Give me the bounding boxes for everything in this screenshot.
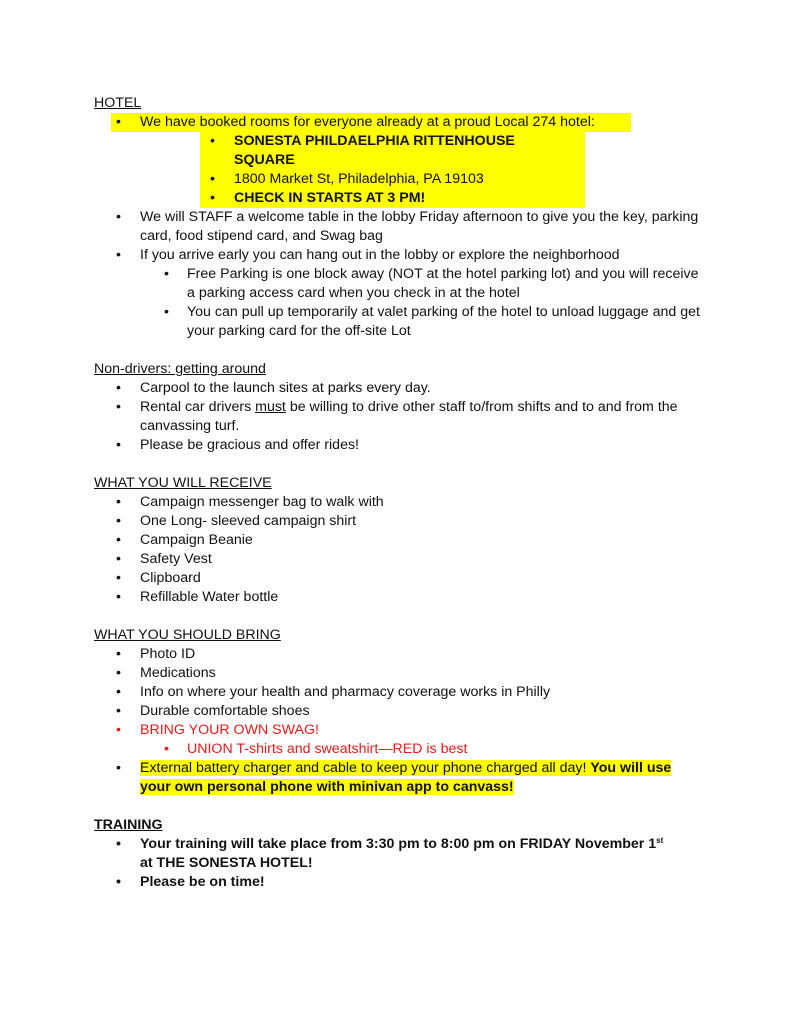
hotel-booked-item: [94, 113, 796, 132]
rental-must-text: must: [255, 399, 286, 415]
hotel-list: [94, 113, 796, 341]
training-section: [94, 816, 796, 892]
bring-item: • Info on where your health and pharmacy coverage works in Philly: [94, 683, 700, 702]
bring-section: [94, 626, 796, 797]
training-ontime-item: • Please be on time!: [94, 873, 700, 892]
training-time-text: Your training will take place from 3:30 pm to 8:00 pm on FRIDAY November 1: [140, 836, 657, 852]
hotel-staff-item: • We will STAFF a welcome table in the lobby Friday afternoon to give you the key, parking card, food stipend card, and Swag bag: [94, 208, 700, 246]
hotel-name-item: [94, 132, 796, 170]
receive-item: • Campaign Beanie: [94, 531, 700, 550]
bullet: •: [210, 190, 215, 206]
hotel-name-text: SONESTA PHILDAELPHIA RITTENHOUSE SQUARE: [234, 133, 515, 168]
receive-item: • Clipboard: [94, 569, 700, 588]
nondrivers-list: [94, 379, 796, 455]
bring-union-item: • UNION T-shirts and sweatshirt—RED is best: [94, 740, 700, 759]
gracious-item: • Please be gracious and offer rides!: [94, 436, 700, 455]
rental-text-before: Rental car drivers: [140, 399, 256, 415]
receive-list: [94, 493, 796, 607]
training-heading: TRAINING: [94, 817, 163, 833]
bring-item: • Photo ID: [94, 645, 700, 664]
hotel-valet-item: • You can pull up temporarily at valet parking of the hotel to unload luggage and get your parking card for the off-site Lot: [94, 303, 700, 341]
bring-battery-item: [94, 759, 700, 797]
nondrivers-section: [94, 360, 796, 455]
bring-item: • Medications: [94, 664, 700, 683]
bullet: •: [210, 171, 215, 187]
hotel-section: [94, 94, 796, 341]
receive-item: • One Long- sleeved campaign shirt: [94, 512, 700, 531]
hotel-early-item: • If you arrive early you can hang out in the lobby or explore the neighborhood: [94, 246, 700, 265]
nondrivers-heading: Non-drivers: getting around: [94, 361, 266, 377]
bring-heading: WHAT YOU SHOULD BRING: [94, 627, 281, 643]
bullet: •: [116, 114, 121, 130]
hotel-checkin-item: [94, 189, 796, 208]
hotel-checkin-text: CHECK IN STARTS AT 3 PM!: [234, 190, 426, 206]
rental-text-after: be willing to drive other staff to/from shifts and to and from the canvassing turf.: [140, 399, 678, 434]
hotel-booked-highlight: [111, 113, 631, 132]
rental-item: [94, 398, 700, 436]
hotel-parking-item: • Free Parking is one block away (NOT at the hotel parking lot) and you will receive a parking access card when you check in at the hotel: [94, 265, 700, 303]
bring-list: [94, 645, 796, 797]
bring-swag-item: • BRING YOUR OWN SWAG!: [94, 721, 700, 740]
bring-item: • Durable comfortable shoes: [94, 702, 700, 721]
receive-item: • Campaign messenger bag to walk with: [94, 493, 700, 512]
hotel-address-text: 1800 Market St, Philadelphia, PA 19103: [234, 171, 484, 187]
hotel-address-item: [94, 170, 796, 189]
battery-plain-text: External battery charger and cable to keep your phone charged all day!: [140, 760, 591, 776]
receive-item: • Refillable Water bottle: [94, 588, 700, 607]
training-time-item: [94, 835, 700, 873]
training-list: [94, 835, 796, 892]
carpool-item: • Carpool to the launch sites at parks every day.: [94, 379, 700, 398]
hotel-booked-text: We have booked rooms for everyone already at a proud Local 274 hotel:: [140, 114, 595, 130]
hotel-heading: HOTEL: [94, 95, 142, 111]
receive-heading: WHAT YOU WILL RECEIVE: [94, 475, 272, 491]
receive-section: [94, 474, 796, 607]
hotel-address-highlight: [200, 170, 585, 189]
hotel-checkin-highlight: [200, 189, 585, 208]
training-location-text: at THE SONESTA HOTEL!: [140, 855, 313, 871]
bullet: •: [210, 133, 215, 149]
training-date-suffix: st: [656, 836, 664, 845]
hotel-name-highlight: [200, 132, 585, 170]
battery-bold-text: You will use your own personal phone with minivan app to canvass!: [140, 760, 672, 795]
receive-item: • Safety Vest: [94, 550, 700, 569]
